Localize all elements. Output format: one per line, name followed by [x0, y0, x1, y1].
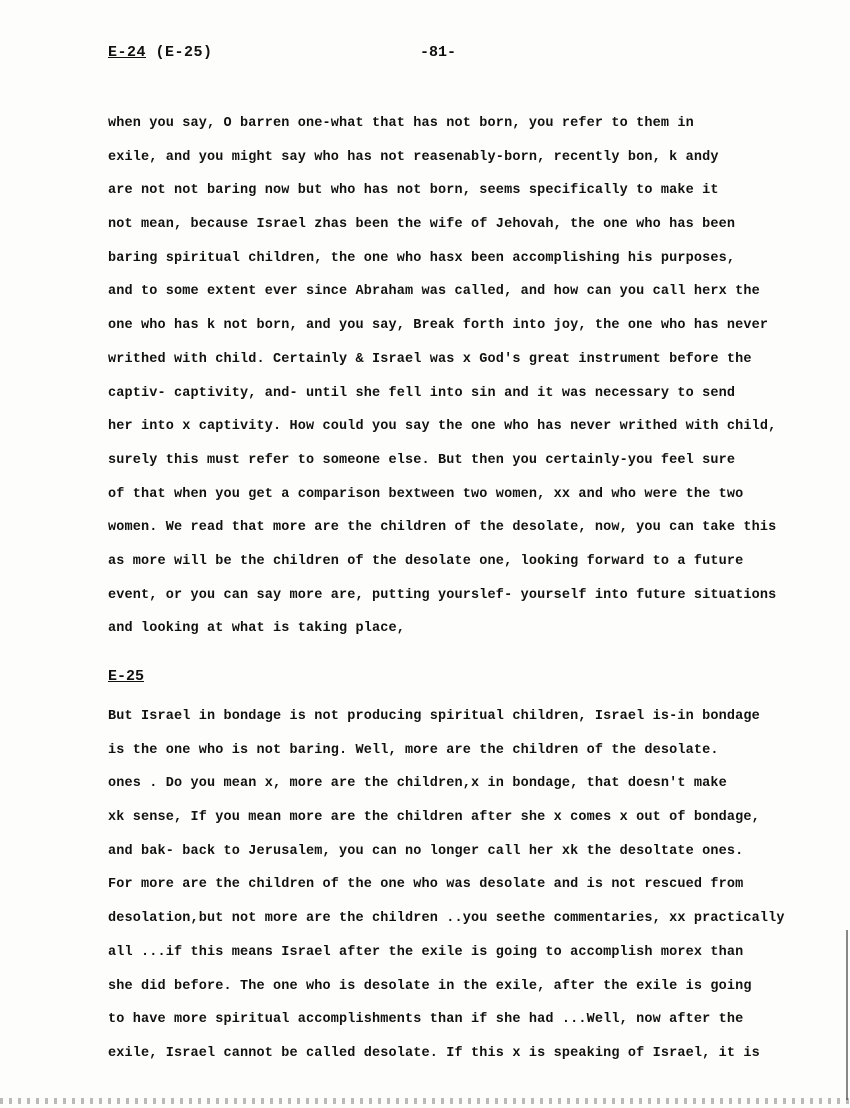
text-line: and bak- back to Jerusalem, you can no longer call her xk the desoltate ones.: [108, 843, 744, 859]
text-line: as more will be the children of the desolate one, looking forward to a future: [108, 553, 744, 569]
scan-edge-mark: [846, 930, 848, 1100]
text-line: surely this must refer to someone else. But then you certainly-you feel sure: [108, 452, 736, 468]
text-line: xk sense, If you mean more are the children after she x comes x out of bondage,: [108, 810, 760, 826]
text-line: is the one who is not baring. Well, more are the children of the desolate.: [108, 742, 719, 758]
section-ref-alternate: (E-25): [155, 44, 213, 61]
text-line: captiv- captivity, and- until she fell into sin and it was necessary to send: [108, 385, 736, 401]
text-line: when you say, O barren one-what that has not born, you refer to them in: [108, 116, 694, 131]
text-line: But Israel in bondage is not producing spiritual children, Israel is-in bondage: [108, 709, 760, 724]
text-line: women. We read that more are the children of the desolate, now, you can take this: [108, 520, 777, 536]
text-line: desolation,but not more are the children ..you seethe commentaries, xx practically: [108, 911, 785, 927]
text-line: exile, Israel cannot be called desolate. If this x is speaking of Israel, it is: [108, 1045, 760, 1061]
text-line: not mean, because Israel zhas been the wife of Jehovah, the one who has been: [108, 217, 736, 233]
paragraph-2: [108, 700, 808, 1071]
paragraph-1: [108, 107, 808, 646]
text-line: of that when you get a comparison bextween two women, xx and who were the two: [108, 486, 744, 502]
text-line: to have more spiritual accomplishments than if she had ...Well, now after the: [108, 1012, 744, 1028]
text-line: are not not baring now but who has not born, seems specifically to make it: [108, 183, 719, 199]
section-reference: [108, 44, 213, 61]
text-line: event, or you can say more are, putting yourslef- yourself into future situations: [108, 587, 777, 603]
section-ref-primary: E-24: [108, 44, 147, 61]
text-line: For more are the children of the one who was desolate and is not rescued from: [108, 877, 744, 893]
section-label: E-25: [108, 668, 145, 685]
text-line: ones . Do you mean x, more are the children,x in bondage, that doesn't make: [108, 776, 727, 792]
text-line: she did before. The one who is desolate in the exile, after the exile is going: [108, 978, 752, 994]
scan-edge-smudge: [0, 1098, 850, 1104]
page-number: -81-: [420, 44, 457, 61]
text-line: her into x captivity. How could you say the one who has never writhed with child,: [108, 419, 777, 435]
text-line: exile, and you might say who has not reasenably-born, recently bon, k andy: [108, 149, 719, 165]
text-line: and to some extent ever since Abraham was called, and how can you call herx the: [108, 284, 760, 300]
text-line: all ...if this means Israel after the exile is going to accomplish morex than: [108, 944, 744, 960]
text-line: baring spiritual children, the one who hasx been accomplishing his purposes,: [108, 250, 736, 266]
text-line: one who has k not born, and you say, Break forth into joy, the one who has never: [108, 318, 769, 334]
page-header: [0, 44, 850, 70]
text-line: writhed with child. Certainly & Israel was x God's great instrument before the: [108, 351, 752, 367]
text-line: and looking at what is taking place,: [108, 621, 406, 637]
